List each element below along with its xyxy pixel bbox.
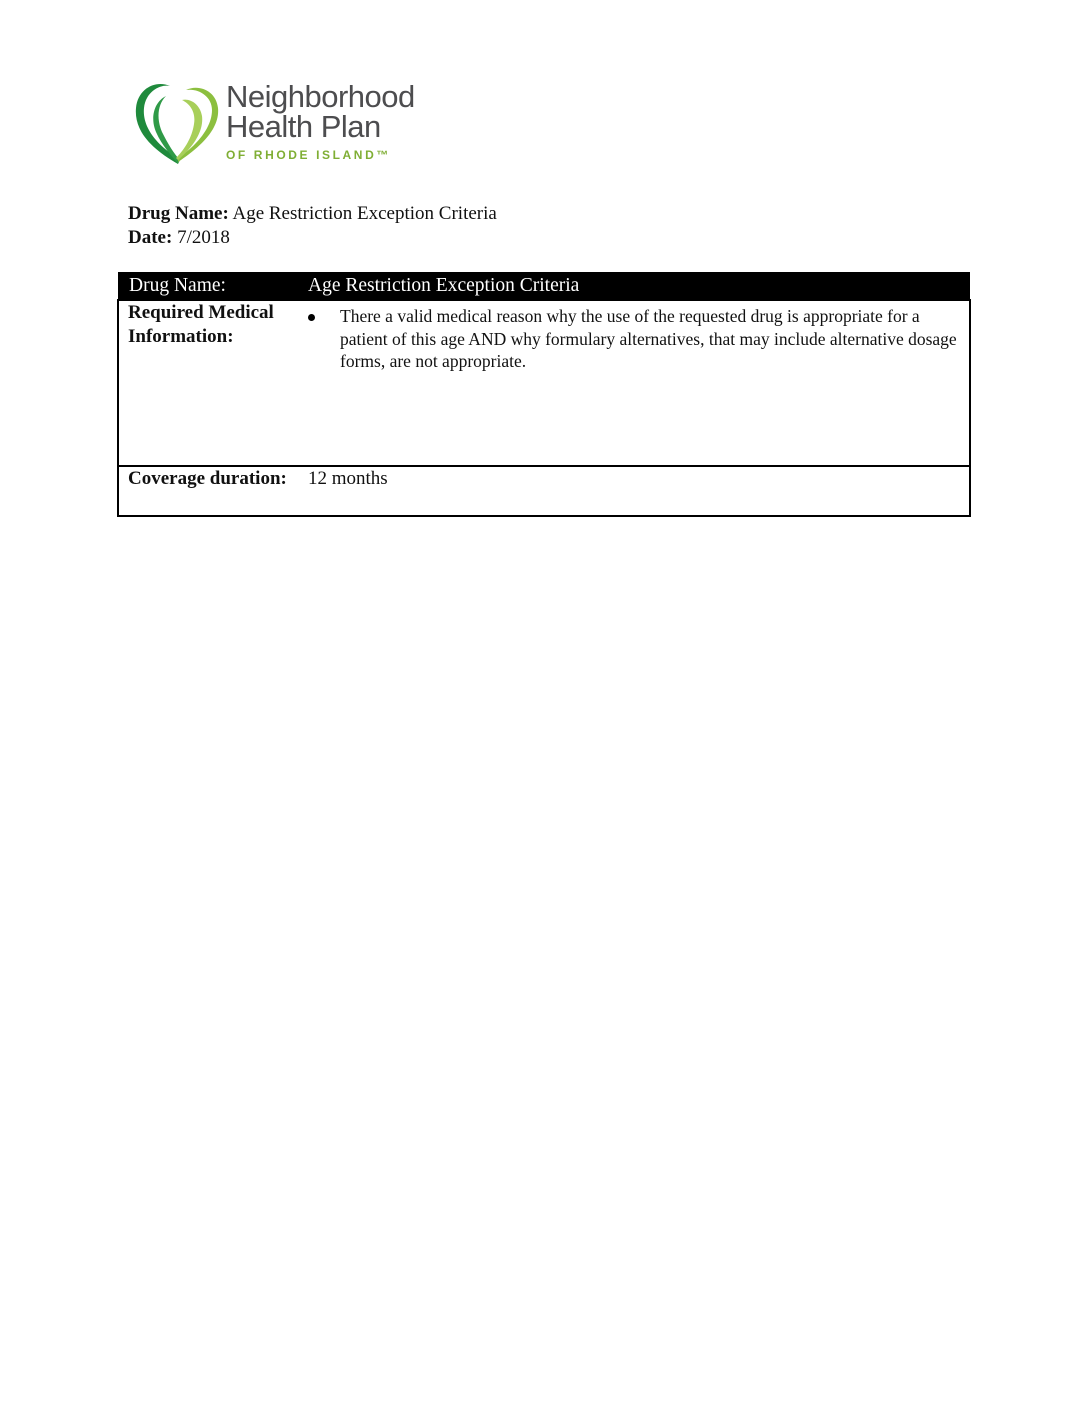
logo-line-3: OF RHODE ISLAND™ <box>226 148 391 162</box>
meta-drug-name <box>128 202 497 226</box>
criteria-header-row <box>118 272 970 300</box>
bullet-icon <box>308 314 315 321</box>
meta-date-label: Date: <box>128 227 173 248</box>
coverage-duration-value: 12 months <box>308 468 388 489</box>
required-info-row <box>118 300 970 466</box>
logo-line-2: Health Plan <box>226 109 381 144</box>
bullet-item <box>308 305 969 373</box>
header-label: Drug Name: <box>118 272 298 300</box>
logo-line-1: Neighborhood <box>226 79 415 114</box>
coverage-duration-content <box>298 466 970 516</box>
meta-drug-name-value: Age Restriction Exception Criteria <box>232 203 497 224</box>
required-info-label: Required Medical Information: <box>118 300 298 466</box>
heart-logo-icon <box>132 78 224 166</box>
meta-drug-name-label: Drug Name: <box>128 203 229 224</box>
coverage-duration-label: Coverage duration: <box>118 466 298 516</box>
coverage-duration-row <box>118 466 970 516</box>
meta-date <box>128 226 497 250</box>
meta-date-value: 7/2018 <box>177 227 230 248</box>
neighborhood-health-plan-logo <box>132 78 432 170</box>
required-info-content <box>298 300 970 466</box>
header-value: Age Restriction Exception Criteria <box>298 272 970 300</box>
bullet-text: There a valid medical reason why the use of the requested drug is appropriate for a patient of this age AND why formulary alternatives, that may include alternative dosage forms, are not appropriate. <box>340 306 957 371</box>
criteria-table <box>117 272 971 517</box>
document-meta <box>128 202 497 250</box>
logo-wordmark <box>226 79 415 162</box>
